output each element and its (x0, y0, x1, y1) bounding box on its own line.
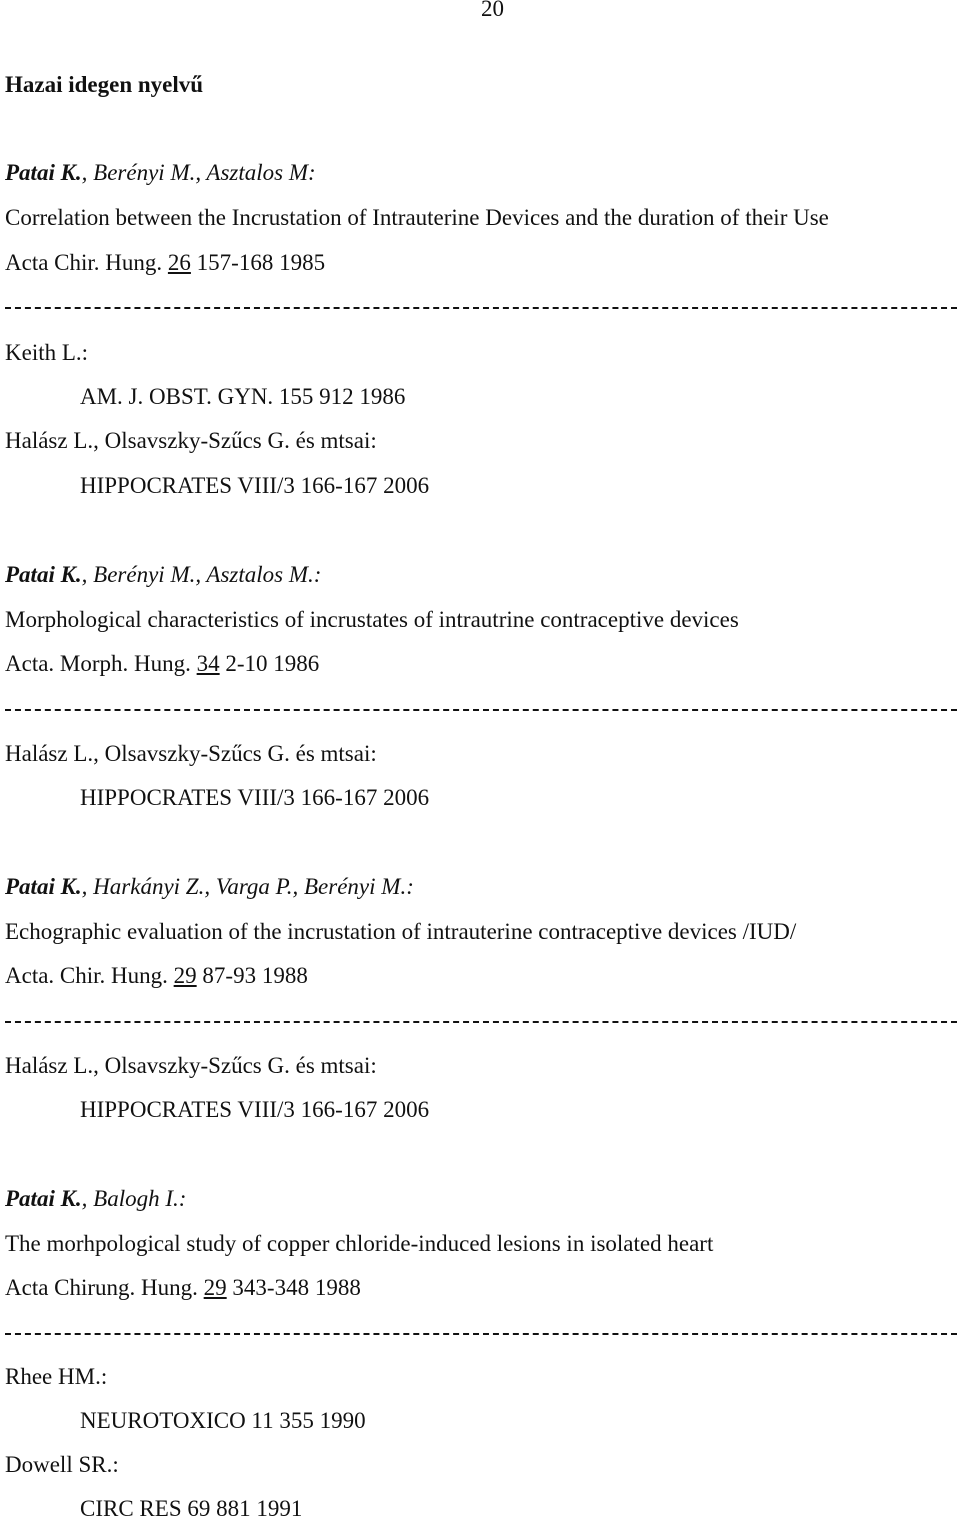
citation-source: HIPPOCRATES VIII/3 166-167 2006 (80, 785, 430, 810)
entry-volume: 26 (167, 250, 191, 275)
citation-source: HIPPOCRATES VIII/3 166-167 2006 (80, 1097, 430, 1122)
entry-coauthors: , Harkányi Z., Varga P., Berényi M.: (81, 874, 414, 899)
entry-authors (5, 560, 321, 590)
divider (5, 1021, 957, 1023)
entry-volume: 29 (173, 963, 197, 988)
divider (5, 307, 957, 309)
section-title: Hazai idegen nyelvű (5, 72, 204, 97)
entry-coauthors: , Berényi M., Asztalos M.: (81, 562, 322, 587)
citation-author: Halász L., Olsavszky-Szűcs G. és mtsai: (5, 428, 377, 453)
entry-title: Echographic evaluation of the incrustation of intrauterine contraceptive devices /IUD/ (5, 919, 797, 944)
entry-journal: Acta Chir. Hung. (5, 250, 163, 275)
entry-pages-year: 343-348 1988 (232, 1275, 361, 1300)
entry-title: The morhpological study of copper chloride-induced lesions in isolated heart (5, 1231, 714, 1256)
entry-coauthors: , Berényi M., Asztalos M: (81, 160, 316, 185)
entry-lead-author: Patai K. (5, 160, 82, 185)
citation-author: Rhee HM.: (5, 1364, 108, 1389)
entry-authors (5, 872, 414, 902)
entry-title: Morphological characteristics of incrustates of intrautrine contraceptive devices (5, 607, 739, 632)
entry-volume: 34 (196, 651, 220, 676)
entry-coauthors: , Balogh I.: (81, 1186, 187, 1211)
page-number: 20 (481, 0, 504, 21)
entry-reference (5, 1273, 361, 1303)
entry-reference (5, 961, 308, 991)
entry-title: Correlation between the Incrustation of Intrauterine Devices and the duration of their Use (5, 205, 829, 230)
entry-lead-author: Patai K. (5, 562, 82, 587)
citation-author: Halász L., Olsavszky-Szűcs G. és mtsai: (5, 741, 377, 766)
entry-reference (5, 649, 319, 679)
entry-reference (5, 248, 325, 278)
entry-journal: Acta. Chir. Hung. (5, 963, 168, 988)
citation-author: Halász L., Olsavszky-Szűcs G. és mtsai: (5, 1053, 377, 1078)
entry-authors (5, 158, 316, 188)
entry-pages-year: 2-10 1986 (225, 651, 320, 676)
divider (5, 1333, 957, 1335)
entry-lead-author: Patai K. (5, 874, 82, 899)
entry-journal: Acta. Morph. Hung. (5, 651, 191, 676)
divider (5, 709, 957, 711)
citation-author: Dowell SR.: (5, 1452, 119, 1477)
entry-lead-author: Patai K. (5, 1186, 82, 1211)
citation-author: Keith L.: (5, 340, 89, 365)
citation-source: CIRC RES 69 881 1991 (80, 1496, 303, 1521)
entry-volume: 29 (203, 1275, 227, 1300)
citation-source: AM. J. OBST. GYN. 155 912 1986 (80, 384, 406, 409)
entry-pages-year: 87-93 1988 (202, 963, 308, 988)
citation-source: NEUROTOXICO 11 355 1990 (80, 1408, 366, 1433)
entry-pages-year: 157-168 1985 (196, 250, 326, 275)
entry-journal: Acta Chirung. Hung. (5, 1275, 198, 1300)
citation-source: HIPPOCRATES VIII/3 166-167 2006 (80, 473, 430, 498)
entry-authors (5, 1184, 186, 1214)
